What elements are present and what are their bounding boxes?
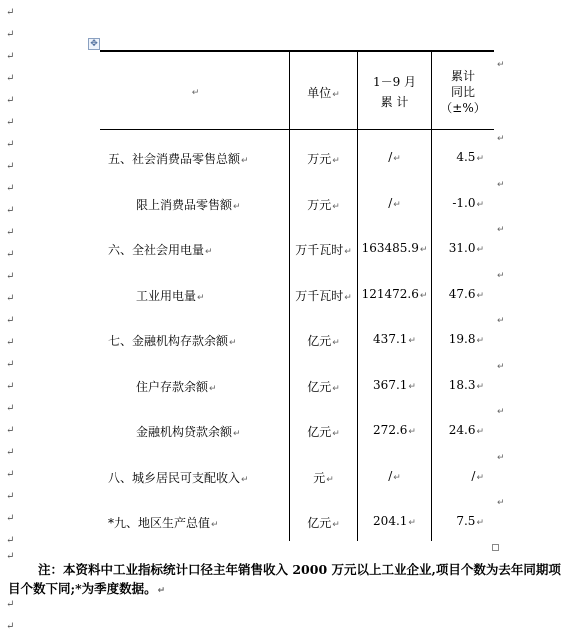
- row-yoy: [432, 469, 484, 483]
- row-end-mark: ↵: [497, 179, 505, 190]
- paragraph-mark: ↵: [6, 403, 15, 414]
- paragraph-mark: ↵: [408, 518, 416, 528]
- row-label: [136, 423, 241, 440]
- row-unit-text: 万千瓦时: [295, 243, 344, 257]
- paragraph-mark: ↵: [6, 425, 15, 436]
- row-label: [136, 378, 217, 395]
- row-yoy: [432, 332, 484, 346]
- paragraph-mark: ↵: [209, 383, 217, 394]
- table-end-marker: [492, 544, 499, 551]
- row-cumulative: [358, 469, 431, 483]
- header-unit: 单位↵: [307, 86, 340, 100]
- paragraph-mark: ↵: [6, 29, 15, 40]
- paragraph-mark: ↵: [476, 154, 484, 164]
- row-unit-text: 亿元: [307, 425, 332, 439]
- header-bottom-rule: [100, 129, 494, 130]
- row-cumulative-text: 121472.6: [361, 286, 419, 301]
- paragraph-mark: ↵: [393, 472, 401, 483]
- row-yoy-text: 24.6: [448, 423, 476, 437]
- row-cumulative-text: /: [388, 195, 393, 210]
- row-label-text: 金融机构贷款余额: [136, 425, 233, 439]
- row-label-text: 工业用电量: [136, 288, 197, 303]
- row-yoy-text: 47.6: [448, 286, 476, 301]
- paragraph-mark: ↵: [6, 337, 15, 348]
- row-label: [108, 150, 249, 167]
- row-yoy: [432, 423, 484, 437]
- paragraph-mark: ↵: [476, 381, 484, 392]
- paragraph-mark: ↵: [419, 290, 428, 301]
- row-end-mark: ↵: [497, 407, 505, 417]
- paragraph-mark: ↵: [332, 520, 340, 530]
- row-unit: [290, 378, 357, 395]
- paragraph-mark: ↵: [419, 245, 428, 255]
- row-unit-text: 万元: [307, 152, 332, 166]
- paragraph-mark: ↵: [6, 139, 15, 150]
- header-blank-cell: ↵: [191, 88, 200, 98]
- row-cumulative: [358, 287, 431, 301]
- row-end-mark: ↵: [497, 134, 505, 144]
- row-label-text: 六、全社会用电量: [108, 243, 205, 257]
- header-cumulative: 1－9 月 累 计: [372, 75, 417, 109]
- row-cumulative-text: 204.1: [373, 514, 408, 528]
- paragraph-mark: ↵: [6, 161, 15, 172]
- row-cumulative-text: 272.6: [373, 423, 408, 437]
- row-yoy-text: 31.0: [448, 241, 476, 255]
- row-label: [108, 332, 237, 349]
- paragraph-mark: ↵: [241, 474, 249, 485]
- row-label: [108, 469, 249, 486]
- paragraph-mark: ↵: [476, 427, 484, 437]
- row-unit: [290, 287, 357, 304]
- paragraph-mark: ↵: [6, 513, 15, 524]
- paragraph-mark: ↵: [6, 73, 15, 84]
- row-label-text: 八、城乡居民可支配收入: [108, 470, 241, 485]
- row-cumulative: [358, 332, 431, 346]
- row-cumulative: [358, 423, 431, 437]
- row-end-mark: ↵: [497, 361, 505, 372]
- row-end-mark: ↵: [497, 452, 505, 463]
- row-unit-text: 亿元: [307, 379, 332, 394]
- row-cumulative: [358, 514, 431, 528]
- paragraph-mark: ↵: [344, 247, 352, 257]
- row-unit: [290, 241, 357, 258]
- paragraph-mark: ↵: [332, 156, 340, 166]
- row-yoy: [432, 196, 484, 210]
- row-end-mark: ↵: [497, 225, 505, 235]
- row-unit: [290, 514, 357, 531]
- paragraph-mark: ↵: [233, 201, 241, 212]
- row-cumulative: [358, 378, 431, 392]
- paragraph-mark: ↵: [6, 621, 15, 632]
- row-unit: [290, 196, 357, 213]
- row-unit-text: 亿元: [307, 516, 332, 530]
- row-label-text: 住户存款余额: [136, 379, 209, 394]
- row-label-text: 五、社会消费品零售总额: [108, 152, 241, 166]
- row-cumulative-text: 367.1: [373, 377, 408, 392]
- row-yoy-text: -1.0: [452, 195, 476, 210]
- paragraph-mark: ↵: [476, 290, 484, 301]
- row-end-mark: ↵: [497, 316, 505, 326]
- paragraph-mark: ↵: [476, 336, 484, 346]
- paragraph-mark: ↵: [332, 338, 340, 348]
- row-label: [136, 287, 205, 304]
- paragraph-mark: ↵: [6, 271, 15, 282]
- paragraph-mark: ↵: [6, 117, 15, 128]
- move-handle-icon[interactable]: ✥: [88, 38, 100, 50]
- row-unit: [290, 469, 357, 486]
- row-yoy-text: 7.5: [456, 514, 476, 528]
- row-label: [108, 241, 213, 258]
- paragraph-mark: ↵: [408, 336, 416, 346]
- paragraph-mark: ↵: [241, 156, 249, 166]
- paragraph-mark: ↵: [332, 383, 340, 394]
- paragraph-mark: ↵: [332, 201, 340, 212]
- row-yoy-text: 4.5: [456, 150, 476, 164]
- row-unit: [290, 423, 357, 440]
- paragraph-mark: ↵: [6, 95, 15, 106]
- row-unit: [290, 332, 357, 349]
- paragraph-mark: ↵: [6, 469, 15, 480]
- row-end-mark: ↵: [497, 498, 505, 508]
- row-cumulative-text: 437.1: [373, 332, 408, 346]
- paragraph-mark: ↵: [408, 381, 416, 392]
- paragraph-mark: ↵: [476, 199, 484, 210]
- paragraph-mark: ↵: [6, 7, 15, 18]
- paragraph-mark: ↵: [6, 227, 15, 238]
- paragraph-mark: ↵: [393, 199, 401, 210]
- paragraph-mark: ↵: [344, 292, 352, 303]
- paragraph-mark: ↵: [233, 429, 241, 439]
- paragraph-mark: ↵: [326, 474, 334, 485]
- paragraph-mark: ↵: [6, 381, 15, 392]
- row-label-text: 七、金融机构存款余额: [108, 334, 229, 348]
- row-cumulative: [358, 150, 431, 164]
- paragraph-mark: ↵: [6, 535, 15, 546]
- row-cumulative-text: /: [388, 150, 393, 164]
- row-cumulative-text: 163485.9: [361, 241, 419, 255]
- header-yoy: 累计 同比 （±%）: [440, 69, 486, 115]
- row-label-text: 限上消费品零售额: [136, 197, 233, 212]
- row-yoy: [432, 241, 484, 255]
- row-label: [136, 196, 241, 213]
- row-yoy-text: /: [471, 468, 476, 483]
- paragraph-mark: ↵: [476, 518, 484, 528]
- row-unit-text: 亿元: [307, 334, 332, 348]
- row-cumulative: [358, 241, 431, 255]
- table-top-rule: [100, 50, 494, 52]
- row-end-mark: ↵: [497, 270, 505, 281]
- paragraph-mark: ↵: [229, 338, 237, 348]
- paragraph-mark: ↵: [6, 205, 15, 216]
- paragraph-mark: ↵: [6, 599, 15, 610]
- row-cumulative: [358, 196, 431, 210]
- row-unit-text: 万千瓦时: [295, 288, 344, 303]
- paragraph-mark: ↵: [211, 520, 219, 530]
- paragraph-mark: ↵: [408, 427, 416, 437]
- row-yoy: [432, 287, 484, 301]
- paragraph-mark: ↵: [205, 247, 213, 257]
- paragraph-mark: ↵: [6, 491, 15, 502]
- paragraph-mark: ↵: [393, 154, 401, 164]
- row-yoy-text: 18.3: [448, 377, 476, 392]
- header-row-mark: ↵: [497, 60, 505, 70]
- row-unit: [290, 150, 357, 167]
- paragraph-mark: ↵: [332, 429, 340, 439]
- row-yoy: [432, 514, 484, 528]
- paragraph-mark: ↵: [6, 249, 15, 260]
- row-cumulative-text: /: [388, 468, 393, 483]
- paragraph-mark: ↵: [197, 292, 205, 303]
- paragraph-marks-column: [6, 0, 18, 635]
- paragraph-mark: ↵: [6, 183, 15, 194]
- row-unit-text: 万元: [307, 197, 332, 212]
- paragraph-mark: ↵: [476, 472, 484, 483]
- row-unit-text: 元: [313, 470, 326, 485]
- paragraph-mark: ↵: [476, 245, 484, 255]
- row-yoy-text: 19.8: [448, 332, 476, 346]
- paragraph-mark: ↵: [6, 359, 15, 370]
- row-yoy: [432, 378, 484, 392]
- row-label: [108, 514, 219, 531]
- paragraph-mark: ↵: [6, 293, 15, 304]
- row-yoy: [432, 150, 484, 164]
- footnote: 注：本资料中工业指标统计口径主年销售收入 2000 万元以上工业企业,项目个数为去年同期项目个数下同;*为季度数据。↵: [8, 562, 561, 596]
- paragraph-mark: ↵: [6, 447, 15, 458]
- paragraph-mark: ↵: [6, 315, 15, 326]
- paragraph-mark: ↵: [6, 551, 15, 562]
- row-label-text: *九、地区生产总值: [108, 516, 211, 530]
- paragraph-mark: ↵: [6, 51, 15, 62]
